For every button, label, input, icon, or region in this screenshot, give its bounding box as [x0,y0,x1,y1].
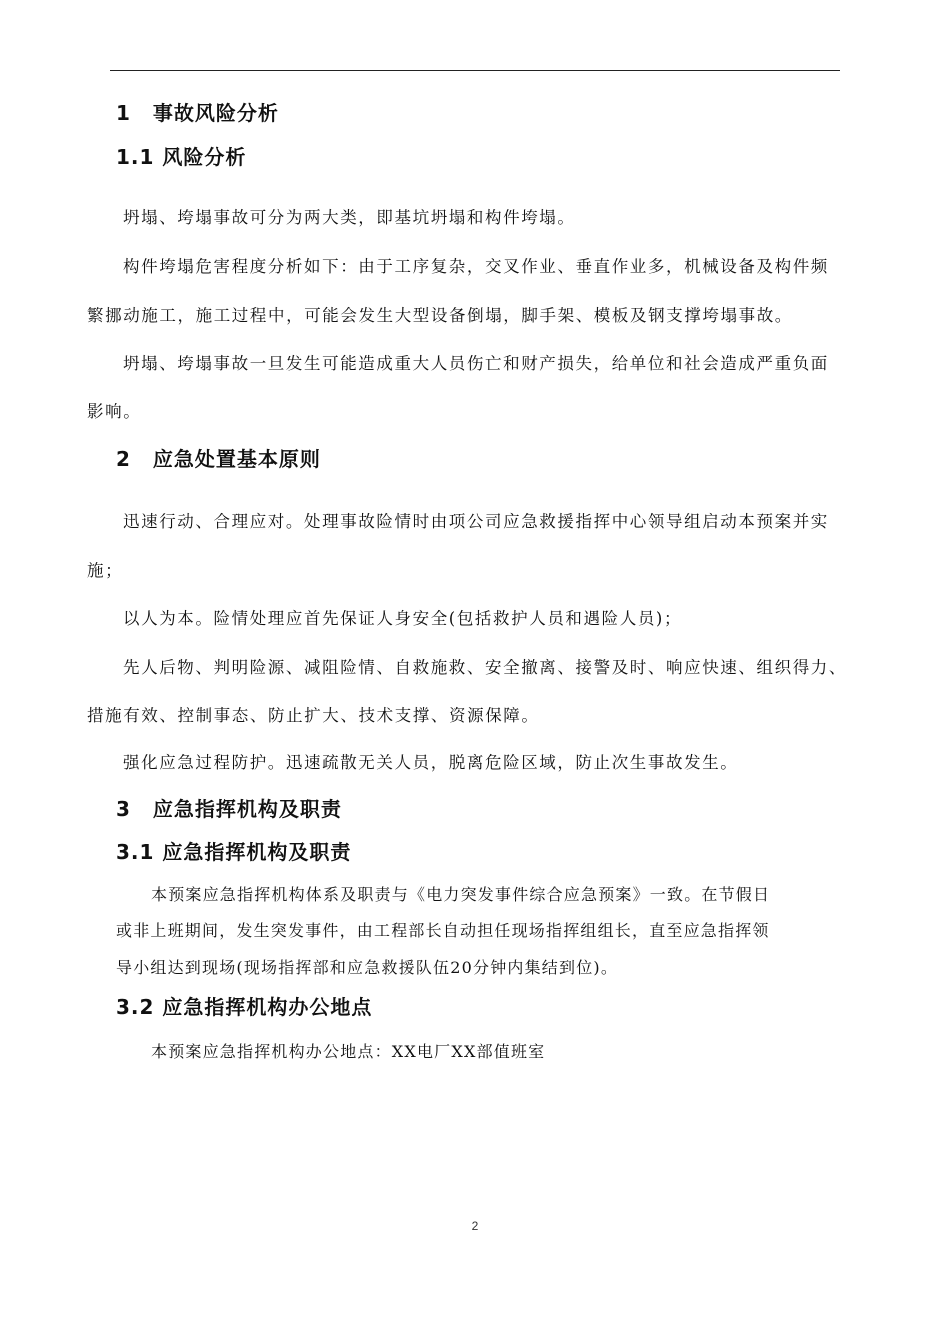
paragraph-continuation: 施； [87,561,124,580]
paragraph: 坍塌、垮塌事故可分为两大类，即基坑坍塌和构件垮塌。 [123,208,576,227]
section-1-number: 1 [116,101,131,125]
paragraph-continuation: 导小组达到现场(现场指挥部和应急救援队伍20分钟内集结到位)。 [116,958,619,977]
header-rule [110,70,840,71]
paragraph: 构件垮塌危害程度分析如下：由于工序复杂，交叉作业、垂直作业多，机械设备及构件频 [123,257,829,276]
section-1-heading [116,97,279,126]
section-3-heading [116,793,342,822]
section-3-2-heading: 3.2 应急指挥机构办公地点 [116,995,373,1019]
paragraph: 强化应急过程防护。迅速疏散无关人员，脱离危险区域，防止次生事故发生。 [123,753,739,772]
paragraph-continuation: 影响。 [87,402,142,421]
section-2-title: 应急处置基本原则 [152,447,321,471]
section-1-1-heading: 1.1 风险分析 [116,145,247,169]
paragraph: 迅速行动、合理应对。处理事故险情时由项公司应急救援指挥中心领导组启动本预案并实 [123,512,829,531]
page-number: 2 [471,1219,479,1233]
section-3-number: 3 [116,797,131,821]
paragraph-continuation: 繁挪动施工，施工过程中，可能会发生大型设备倒塌，脚手架、模板及钢支撑垮塌事故。 [87,306,793,325]
section-2-number: 2 [116,447,131,471]
paragraph-continuation: 措施有效、控制事态、防止扩大、技术支撑、资源保障。 [87,706,540,725]
paragraph: 本预案应急指挥机构体系及职责与《电力突发事件综合应急预案》一致。在节假日 [151,885,771,904]
paragraph: 以人为本。险情处理应首先保证人身安全(包括救护人员和遇险人员)； [123,609,683,628]
section-1-title: 事故风险分析 [152,101,279,125]
section-2-heading [116,443,321,472]
section-3-1-heading: 3.1 应急指挥机构及职责 [116,840,352,864]
paragraph: 坍塌、垮塌事故一旦发生可能造成重大人员伤亡和财产损失，给单位和社会造成严重负面 [123,354,829,373]
section-3-title: 应急指挥机构及职责 [152,797,342,821]
paragraph: 先人后物、判明险源、减阻险情、自救施救、安全撤离、接警及时、响应快速、组织得力、 [123,658,847,677]
paragraph: 本预案应急指挥机构办公地点：XX电厂XX部值班室 [151,1042,546,1061]
paragraph-continuation: 或非上班期间，发生突发事件，由工程部长自动担任现场指挥组组长，直至应急指挥领 [116,921,770,940]
